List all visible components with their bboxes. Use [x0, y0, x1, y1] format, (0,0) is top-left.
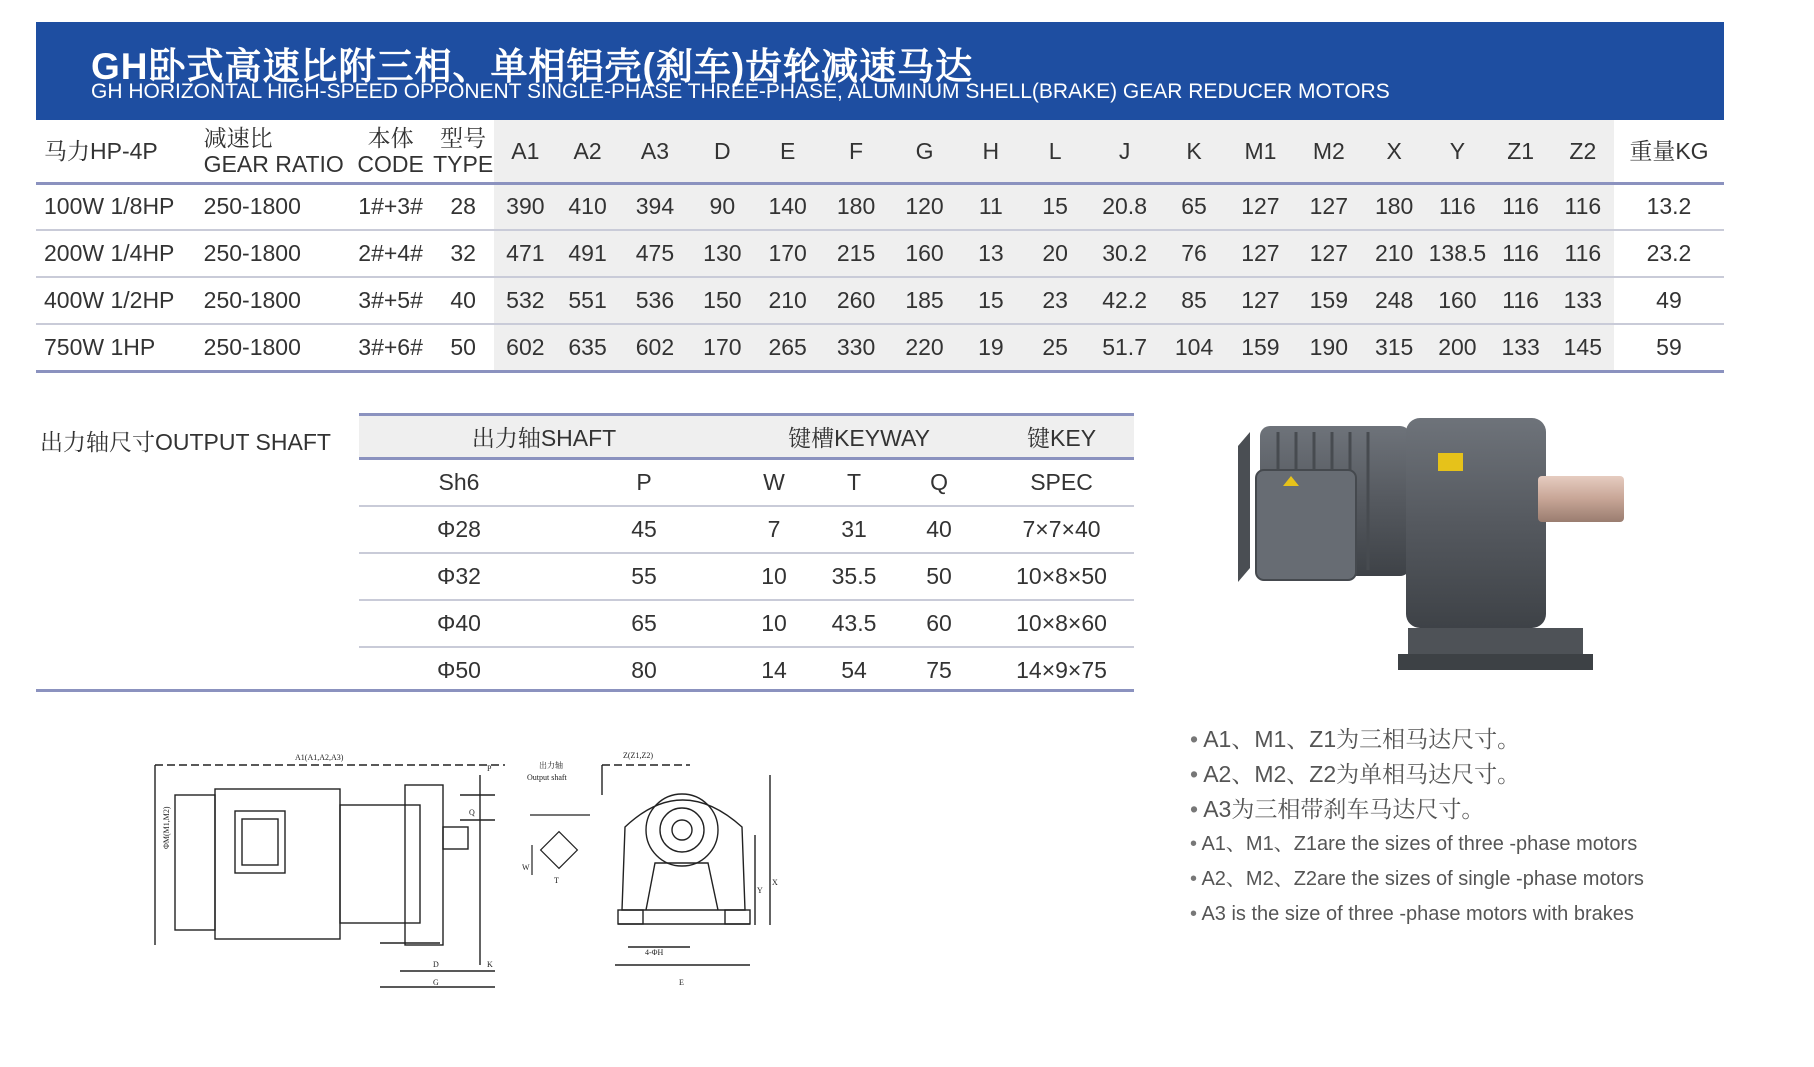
header-sh6: Sh6 [359, 459, 559, 506]
header-type [432, 120, 494, 183]
table-cell: 60 [889, 600, 989, 647]
table-cell: 265 [753, 324, 821, 371]
table-cell: 116 [1425, 183, 1489, 230]
table-cell: 14×9×75 [1016, 657, 1107, 683]
table-cell: 330 [822, 324, 890, 371]
table-cell: 260 [822, 277, 890, 324]
table-cell: 80 [631, 657, 657, 683]
table-cell: 13 [959, 230, 1023, 277]
table-cell: 43.5 [819, 600, 889, 647]
table-cell: 200W 1/4HP [36, 230, 196, 277]
header-w: W [729, 459, 819, 506]
spec-table [36, 120, 1724, 373]
table-cell: Φ32 [359, 553, 559, 600]
table-cell: 50 [889, 553, 989, 600]
table-cell: 127 [1226, 183, 1294, 230]
table-cell: 40 [432, 277, 494, 324]
header-l: L [1023, 120, 1087, 183]
table-cell: 51.7 [1087, 324, 1162, 371]
table-cell: 750W 1HP [36, 324, 196, 371]
table-cell: 410 [556, 183, 618, 230]
table-cell: 10×8×50 [989, 553, 1134, 600]
table-cell: 55 [559, 553, 729, 600]
table-cell: 45 [559, 506, 729, 553]
table-row [359, 647, 1134, 694]
table-cell: 49 [1614, 277, 1724, 324]
header-z1: Z1 [1490, 120, 1552, 183]
table-cell: 11 [959, 183, 1023, 230]
drawing-label-e: E [679, 978, 684, 987]
table-cell: 491 [556, 230, 618, 277]
table-cell: 140 [753, 183, 821, 230]
table-cell: 315 [1363, 324, 1425, 371]
header-f: F [822, 120, 890, 183]
table-cell: 536 [619, 277, 692, 324]
header-h: H [959, 120, 1023, 183]
table-cell: 116 [1490, 183, 1552, 230]
table-cell: 159 [1226, 324, 1294, 371]
table-cell: 28 [432, 183, 494, 230]
header-g: G [890, 120, 958, 183]
table-cell: Φ40 [359, 600, 559, 647]
spec-header-row [36, 120, 1724, 183]
table-cell: 23.2 [1614, 230, 1724, 277]
table-row [36, 183, 1724, 230]
table-cell: 25 [1023, 324, 1087, 371]
table-cell: 32 [432, 230, 494, 277]
table-cell: 160 [890, 230, 958, 277]
table-cell: 220 [890, 324, 958, 371]
drawing-label-g: G [433, 978, 439, 987]
header-z2: Z2 [1552, 120, 1614, 183]
table-cell: 250-1800 [196, 230, 349, 277]
dimension-drawing [150, 745, 910, 1005]
output-shaft-label: 出力轴尺寸OUTPUT SHAFT [40, 429, 331, 455]
table-cell: 390 [494, 183, 556, 230]
notes-list [1190, 722, 1644, 932]
gear-motor-photo [1238, 418, 1678, 688]
table-cell: 120 [890, 183, 958, 230]
shaft-group-row [359, 415, 1134, 459]
table-cell: 635 [556, 324, 618, 371]
table-cell: 20.8 [1087, 183, 1162, 230]
table-cell: 59 [1614, 324, 1724, 371]
header-d: D [691, 120, 753, 183]
header-x: X [1363, 120, 1425, 183]
table-cell: 133 [1552, 277, 1614, 324]
table-cell: 532 [494, 277, 556, 324]
drawing-label-z: Z(Z1,Z2) [623, 751, 653, 760]
table-cell: Φ50 [437, 657, 481, 683]
header-j: J [1087, 120, 1162, 183]
table-cell: 7×7×40 [989, 506, 1134, 553]
drawing-label-m: ΦM(M1,M2) [162, 806, 171, 849]
table-cell: 116 [1490, 230, 1552, 277]
table-cell: 75 [926, 657, 952, 683]
table-cell: 3#+6# [349, 324, 432, 371]
note-item: • A1、M1、Z1为三相马达尺寸。 [1190, 722, 1644, 757]
table-cell: 250-1800 [196, 183, 349, 230]
table-row [36, 277, 1724, 324]
table-row [359, 506, 1134, 553]
title-banner [36, 22, 1724, 120]
table-cell: 42.2 [1087, 277, 1162, 324]
table-cell: 10 [729, 553, 819, 600]
header-m1: M1 [1226, 120, 1294, 183]
table-cell: 215 [822, 230, 890, 277]
header-ratio [196, 120, 349, 183]
drawing-label-k: K [487, 960, 493, 969]
table-cell: 14 [761, 657, 787, 683]
group-shaft: 出力轴SHAFT [359, 415, 729, 459]
header-k: K [1162, 120, 1226, 183]
table-cell: 54 [841, 657, 867, 683]
group-key: 键KEY [989, 415, 1134, 459]
table-cell: Φ28 [359, 506, 559, 553]
table-cell: 400W 1/2HP [36, 277, 196, 324]
table-cell: 35.5 [819, 553, 889, 600]
note-item: • A2、M2、Z2are the sizes of single -phase motors [1190, 862, 1644, 897]
note-item: • A1、M1、Z1are the sizes of three -phase motors [1190, 827, 1644, 862]
table-cell: 150 [691, 277, 753, 324]
table-cell: 250-1800 [196, 324, 349, 371]
table-cell: 130 [691, 230, 753, 277]
drawing-label-t: T [554, 876, 559, 885]
drawing-label-a: A1(A1,A2,A3) [295, 753, 344, 762]
header-code-cn: 本体 [367, 124, 414, 151]
header-type-en: TYPE [433, 150, 494, 177]
table-cell: 116 [1490, 277, 1552, 324]
table-cell: 170 [753, 230, 821, 277]
output-shaft-table [359, 413, 1134, 694]
table-cell: 15 [959, 277, 1023, 324]
table-cell: 210 [753, 277, 821, 324]
table-cell: 3#+5# [349, 277, 432, 324]
header-e: E [753, 120, 821, 183]
drawing-shaft-en: Output shaft [527, 773, 567, 782]
table-row [359, 553, 1134, 600]
table-cell: 127 [1226, 277, 1294, 324]
table-cell: 2#+4# [349, 230, 432, 277]
drawing-label-x: X [772, 878, 778, 887]
table-cell: 138.5 [1425, 230, 1489, 277]
header-t: T [819, 459, 889, 506]
table-cell: 10×8×60 [989, 600, 1134, 647]
table-cell: 145 [1552, 324, 1614, 371]
header-code [349, 120, 432, 183]
table-row [359, 600, 1134, 647]
table-row [36, 324, 1724, 371]
header-a2: A2 [556, 120, 618, 183]
table-cell: 127 [1226, 230, 1294, 277]
table-cell: 602 [619, 324, 692, 371]
table-cell: 159 [1295, 277, 1363, 324]
table-cell: 104 [1162, 324, 1226, 371]
table-cell: 471 [494, 230, 556, 277]
drawing-shaft-cn: 出力轴 [539, 761, 563, 770]
header-y: Y [1425, 120, 1489, 183]
table-cell: 65 [559, 600, 729, 647]
table-cell: 31 [819, 506, 889, 553]
header-ratio-en: GEAR RATIO [203, 150, 344, 177]
table-cell: 65 [1162, 183, 1226, 230]
drawing-label-y: Y [757, 886, 763, 895]
table-cell: 90 [691, 183, 753, 230]
table-row [36, 230, 1724, 277]
table-cell: 116 [1552, 230, 1614, 277]
header-weight: 重量KG [1614, 120, 1724, 183]
table-cell: 127 [1295, 230, 1363, 277]
header-m2: M2 [1295, 120, 1363, 183]
header-hp: 马力HP-4P [36, 120, 196, 183]
table-cell: 185 [890, 277, 958, 324]
table-cell: 180 [1363, 183, 1425, 230]
header-code-en: CODE [357, 150, 424, 177]
table-cell: 190 [1295, 324, 1363, 371]
table-cell: 394 [619, 183, 692, 230]
header-spec: SPEC [989, 459, 1134, 506]
table-cell: 13.2 [1614, 183, 1724, 230]
note-item: • A3为三相带刹车马达尺寸。 [1190, 792, 1644, 827]
header-p: P [559, 459, 729, 506]
group-keyway: 键槽KEYWAY [729, 415, 989, 459]
table-cell: 40 [889, 506, 989, 553]
header-q: Q [889, 459, 989, 506]
table-cell: 7 [729, 506, 819, 553]
table-cell: 1#+3# [349, 183, 432, 230]
drawing-label-q: Q [469, 808, 475, 817]
table-cell: 180 [822, 183, 890, 230]
table-cell: 15 [1023, 183, 1087, 230]
drawing-label-p: P [487, 764, 492, 773]
table-cell: 250-1800 [196, 277, 349, 324]
table-cell: 248 [1363, 277, 1425, 324]
table-cell: 19 [959, 324, 1023, 371]
table-cell: 20 [1023, 230, 1087, 277]
table-cell: 100W 1/8HP [36, 183, 196, 230]
table-cell: 133 [1490, 324, 1552, 371]
header-type-cn: 型号 [440, 124, 487, 151]
header-ratio-cn: 减速比 [203, 124, 273, 151]
table-cell: 200 [1425, 324, 1489, 371]
table-cell: 602 [494, 324, 556, 371]
table-cell: 76 [1162, 230, 1226, 277]
table-cell: 551 [556, 277, 618, 324]
table-cell: 23 [1023, 277, 1087, 324]
table-cell: 50 [432, 324, 494, 371]
note-item: • A2、M2、Z2为单相马达尺寸。 [1190, 757, 1644, 792]
table-cell: 210 [1363, 230, 1425, 277]
drawing-label-w: W [522, 863, 530, 872]
table-cell: 30.2 [1087, 230, 1162, 277]
table-cell: 127 [1295, 183, 1363, 230]
table-cell: 170 [691, 324, 753, 371]
table-cell: 160 [1425, 277, 1489, 324]
drawing-label-holes: 4-ΦH [645, 948, 664, 957]
table-cell: 85 [1162, 277, 1226, 324]
table-cell: 116 [1552, 183, 1614, 230]
header-a3: A3 [619, 120, 692, 183]
table-cell: 475 [619, 230, 692, 277]
note-item: • A3 is the size of three -phase motors with brakes [1190, 897, 1644, 932]
drawing-label-d: D [433, 960, 439, 969]
header-a1: A1 [494, 120, 556, 183]
banner-title: GH卧式高速比附三相、单相铝壳(刹车)齿轮减速马达 [91, 46, 974, 87]
shaft-header-row [359, 459, 1134, 506]
banner-subtitle: GH HORIZONTAL HIGH-SPEED OPPONENT SINGLE-PHASE THREE-PHASE, ALUMINUM SHELL(BRAKE) GEAR REDUCER MOTORS [91, 80, 1390, 103]
table-cell: 10 [729, 600, 819, 647]
